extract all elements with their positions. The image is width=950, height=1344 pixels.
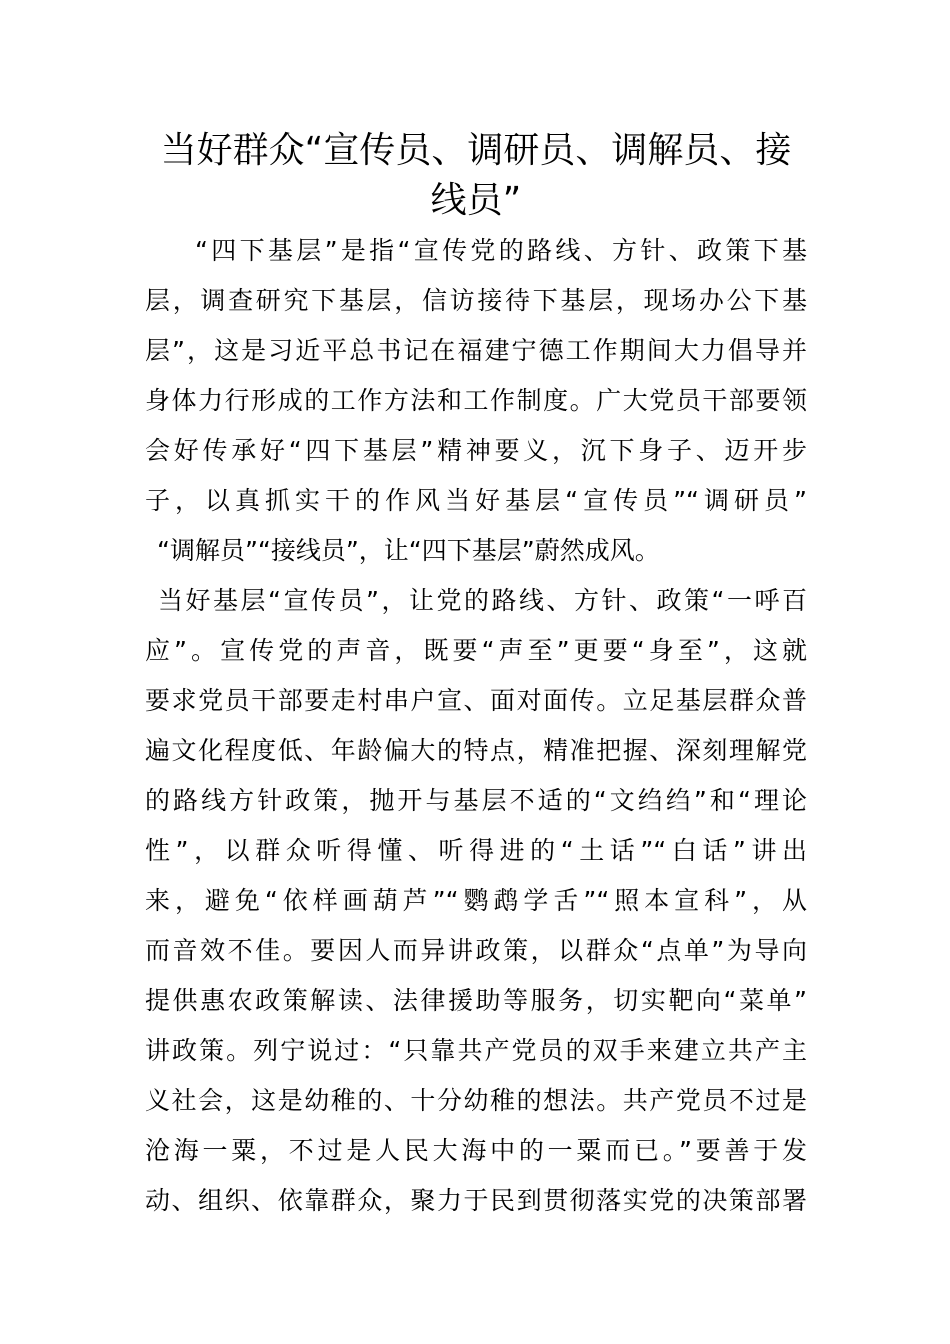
paragraph-line: “调解员”“接线员”，让“四下基层”蔚然成风。	[157, 536, 660, 565]
document-title	[145, 126, 807, 226]
paragraph-line: 遍文化程度低、年龄偏大的特点，精准把握、深刻理解党	[145, 736, 807, 765]
paragraph-line: 要求党员干部要走村串户宣、面对面传。立足基层群众普	[145, 686, 807, 715]
paragraph-line: 当好基层“宣传员”，让党的路线、方针、政策“一呼百	[158, 586, 807, 615]
paragraph-line: 子，以真抓实干的作风当好基层“宣传员”“调研员”	[145, 486, 807, 515]
paragraph-line: “四下基层”是指“宣传党的路线、方针、政策下基	[195, 236, 807, 265]
paragraph-line: 沧海一粟，不过是人民大海中的一粟而已。”要善于发	[145, 1136, 807, 1165]
paragraph-line: 提供惠农政策解读、法律援助等服务，切实靶向“菜单”	[145, 986, 807, 1015]
paragraph-line: 应”。宣传党的声音，既要“声至”更要“身至”，这就	[145, 636, 807, 665]
paragraph-line: 的路线方针政策，抛开与基层不适的“文绉绉”和“理论	[145, 786, 807, 815]
title-line: 当好群众“宣传员、调研员、调解员、接	[160, 130, 792, 171]
paragraph-line: 性”，以群众听得懂、听得进的“土话”“白话”讲出	[145, 836, 807, 865]
document-body	[145, 226, 807, 1226]
paragraph-line: 义社会，这是幼稚的、十分幼稚的想法。共产党员不过是	[145, 1086, 807, 1115]
paragraph-line: 会好传承好“四下基层”精神要义，沉下身子、迈开步	[145, 436, 807, 465]
paragraph-line: 动、组织、依靠群众，聚力于民到贯彻落实党的决策部署	[145, 1186, 807, 1215]
paragraph-line: 而音效不佳。要因人而异讲政策，以群众“点单”为导向	[145, 936, 807, 965]
paragraph-line: 讲政策。列宁说过：“只靠共产党员的双手来建立共产主	[145, 1036, 807, 1065]
paragraph-line: 层，调查研究下基层，信访接待下基层，现场办公下基	[145, 286, 807, 315]
paragraph-line: 层”，这是习近平总书记在福建宁德工作期间大力倡导并	[145, 336, 807, 365]
paragraph-line: 来，避免“依样画葫芦”“鹦鹉学舌”“照本宣科”，从	[145, 886, 807, 915]
title-line: 线员”	[430, 180, 522, 221]
paragraph-line: 身体力行形成的工作方法和工作制度。广大党员干部要领	[145, 386, 807, 415]
